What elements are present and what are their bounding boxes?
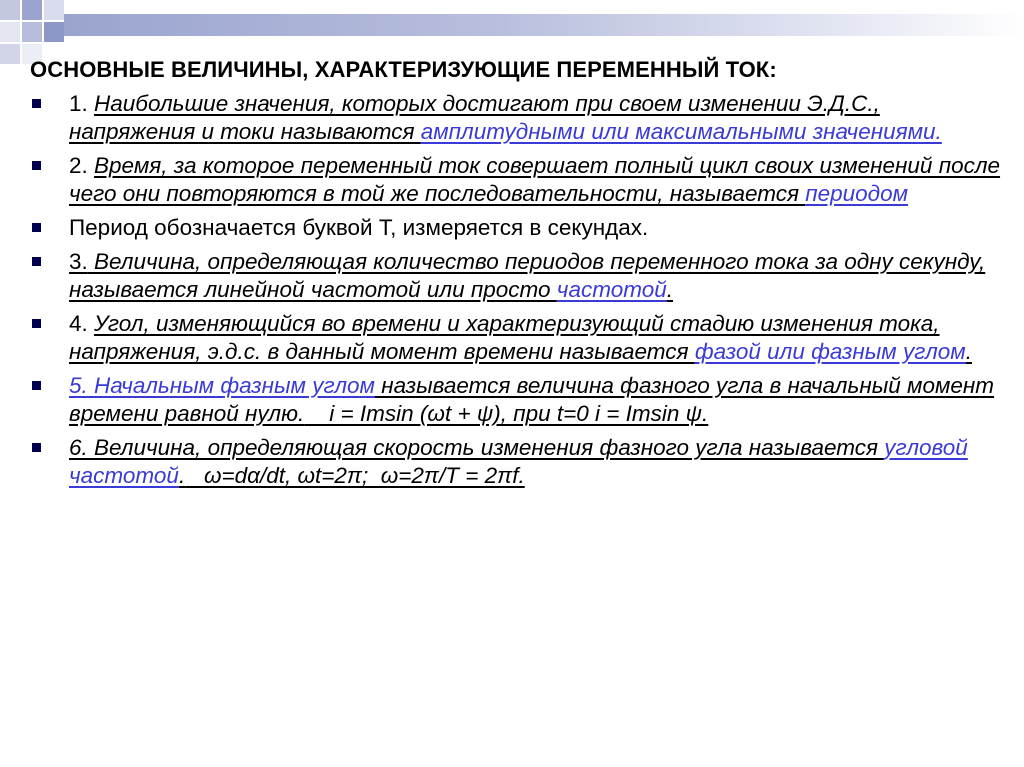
bullet-item: [30, 248, 1010, 304]
term-link: амплитудными или максимальными значениями.: [420, 119, 942, 144]
deco-square: [22, 0, 42, 20]
deco-square: [0, 44, 20, 64]
bullet-text: [69, 90, 1010, 146]
bullet-number: 5.: [69, 373, 95, 398]
bullet-number: 2.: [69, 153, 95, 178]
square-bullet-icon: [32, 443, 41, 452]
bullet-number: 3.: [69, 249, 88, 274]
bullet-item: [30, 152, 1010, 208]
square-bullet-icon: [32, 99, 41, 108]
term-link: периодом: [805, 181, 909, 206]
formula-text: i = Imsin (ωt + ψ), при t=0 i = Imsin ψ.: [304, 401, 709, 426]
deco-square: [0, 0, 20, 20]
bullet-item: [30, 90, 1010, 146]
bullet-text: Период обозначается буквой Т, измеряется в секундах.: [69, 215, 649, 240]
deco-square: [44, 22, 64, 42]
deco-square: [44, 0, 64, 20]
bullet-text: [69, 248, 1010, 304]
square-bullet-icon: [32, 223, 41, 232]
end-punct: .: [965, 339, 972, 364]
bullet-list: [30, 90, 1010, 496]
definition-text: Угол, изменяющийся во времени и характеризующий стадию изменения тока, напряжения, э.д.с. в данный момент времени называется: [69, 311, 940, 364]
bullet-item: [30, 372, 1010, 428]
definition-text: Величина, определяющая скорость изменения фазного угла называется: [94, 435, 885, 460]
end-punct: .: [666, 277, 673, 302]
square-bullet-icon: [32, 381, 41, 390]
formula-text: ω=dα/dt, ωt=2π; ω=2π/T = 2πf.: [185, 463, 525, 488]
definition-text: называется величина фазного угла в начальный момент времени равной нулю.: [69, 373, 995, 426]
definition-text: Время, за которое переменный ток совершает полный цикл своих изменений после чего они повторяются в той же последовательности, называется: [69, 153, 1001, 206]
bullet-text: [69, 434, 1010, 490]
bullet-number: 6.: [69, 435, 95, 460]
square-bullet-icon: [32, 257, 41, 266]
term-link: Начальным фазным углом: [94, 373, 375, 398]
term-link: угловой частотой: [69, 435, 968, 488]
bullet-number: 1.: [69, 91, 95, 116]
bullet-item: [30, 214, 1010, 242]
square-bullet-icon: [32, 319, 41, 328]
header-bar: [64, 14, 1024, 36]
end-punct: .: [178, 463, 186, 488]
definition-text: Величина, определяющая количество периодов переменного тока за одну секунду, называется линейной частотой или просто: [69, 249, 986, 302]
deco-square: [0, 22, 20, 42]
bullet-item: [30, 310, 1010, 366]
definition-text: Наибольшие значения, которых достигают при своем изменении Э.Д.С., напряжения и токи называются: [69, 91, 880, 144]
term-link: частотой: [556, 277, 667, 302]
deco-square: [22, 22, 42, 42]
square-bullet-icon: [32, 161, 41, 170]
bullet-number: 4.: [69, 311, 95, 336]
term-link: фазой или фазным углом: [694, 339, 966, 364]
slide-title: ОСНОВНЫЕ ВЕЛИЧИНЫ, ХАРАКТЕРИЗУЮЩИЕ ПЕРЕМЕННЫЙ ТОК:: [30, 57, 777, 82]
bullet-text: [69, 310, 1010, 366]
bullet-text: [69, 152, 1010, 208]
bullet-text: [69, 372, 1010, 428]
bullet-item: [30, 434, 1010, 490]
